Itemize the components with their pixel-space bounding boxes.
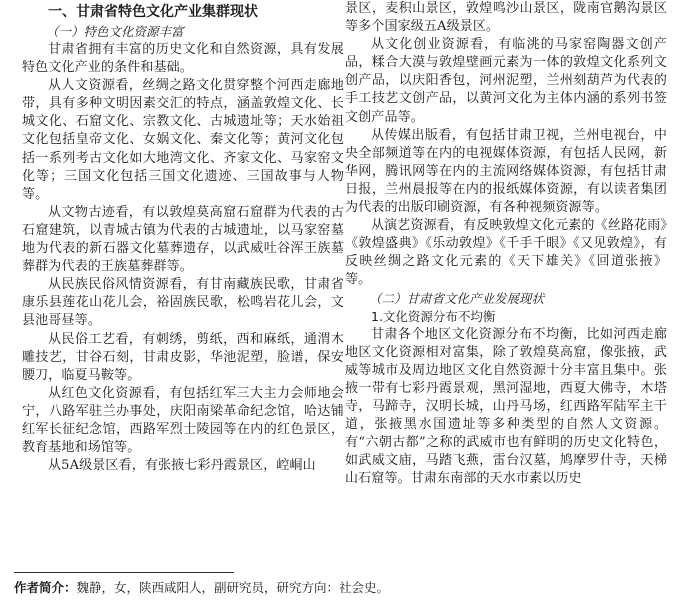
author-footnote [14, 579, 664, 597]
paragraph: 甘肃各个地区文化资源分布不均衡，比如河西走廊地区文化资源相对富集，除了敦煌莫高窟，像张掖，武威等城市及周边地区文化自然资源十分丰富且集中。张掖一带有七彩丹霞景观，黑河湿地，西夏大佛寺，木塔寺，马蹄寺，汉明长城，山丹马场，红西路军陆军主干道，张掖黑水国遗址等多种类型的自然人文资源。有“六朝古都”之称的武威市也有鲜明的历史文化特色，如武威文庙，马踏飞燕，雷台汉墓，鸠摩罗什寺，天梯山石窟等。甘肃东南部的天水市素以历史 [345, 326, 667, 487]
subsection-heading: （一）特色文化资源丰富 [46, 24, 184, 39]
footnote-rule [14, 572, 234, 573]
paragraph: 从文化创业资源看，有临洮的马家窑陶器文创产品，糅合大漠与敦煌壁画元素为一体的敦煌文化系列文创产品，以庆阳香包，河州泥塑，兰州刻葫芦为代表的手工技艺文创产品，以黄河文化为主体内涵的系列书签文创产品等。 [345, 37, 667, 125]
footnote-label: 作者简介： [14, 580, 77, 595]
paragraph: 从传媒出版看，有包括甘肃卫视，兰州电视台，中央全部频道等在内的电视媒体资源，有包括人民网，新华网，腾讯网等在内的主流网络媒体资源，有包括甘肃日报，兰州晨报等在内的报纸媒体资源，有以读者集团为代表的出版印刷资源，有各种视频资源等。 [345, 127, 667, 216]
footnote-text: 魏静，女，陕西咸阳人，副研究员，研究方向：社会史。 [76, 580, 390, 595]
left-column [22, 0, 344, 475]
paragraph: 甘肃省拥有丰富的历史文化和自然资源，具有发展特色文化产业的条件和基础。 [22, 42, 344, 76]
paragraph: 从人文资源看，丝绸之路文化贯穿整个河西走廊地带，具有多种文明因素交汇的特点，涵盖敦煌文化、长城文化、石窟文化、宗教文化、古城遗址等；天水始祖文化包括皇帝文化、女娲文化、秦文化等；黄河文化包括一系列考古文化如大地湾文化、齐家文化、马家窑文化等；三国文化包括三国文化遗迹、三国故事与人物等。 [22, 78, 344, 202]
paragraph: 从演艺资源看，有反映敦煌文化元素的《丝路花雨》《敦煌盛典》《乐动敦煌》《千手千眼》《又见敦煌》，有反映丝绸之路文化元素的《天下雄关》《回道张掖》等。 [345, 218, 667, 288]
paragraph: 从民族民俗风情资源看，有甘南藏族民歌，甘肃省康乐县莲花山花儿会，裕固族民歌，松鸣岩花儿会，文县池哥昼等。 [22, 277, 344, 329]
paragraph: 从文物古迹看，有以敦煌莫高窟石窟群为代表的古石窟建筑，以青城古镇为代表的古城遗址，以马家窑墓地为代表的新石器文化墓葬遗存，以武威吐谷浑王族墓葬群为代表的王族墓葬群等。 [22, 204, 344, 275]
paragraph-continued: 景区，麦积山景区，敦煌鸣沙山景区，陇南官鹅沟景区等多个国家级五A级景区。 [345, 1, 667, 35]
subsubsection-heading: 1.文化资源分布不均衡 [371, 308, 496, 324]
section-heading: 一、甘肃省特色文化产业集群现状 [48, 4, 258, 20]
paragraph: 从民俗工艺看，有刺绣，剪纸，西和麻纸，通渭木雕技艺，甘谷石刻，甘肃皮影，华池泥塑，脸谱，保安腰刀，临夏马鞍等。 [22, 331, 344, 383]
right-column [345, 0, 667, 488]
paragraph: 从红色文化资源看，有包括红军三大主力会师地会宁，八路军驻兰办事处，庆阳南梁革命纪念馆，哈达铺红军长征纪念馆，西路军烈士陵园等在内的红色景区，教育基地和场馆等。 [22, 385, 344, 456]
paragraph: 从5A级景区看，有张掖七彩丹霞景区，崆峒山 [48, 458, 316, 474]
subsection-heading: （二）甘肃省文化产业发展现状 [369, 290, 545, 306]
